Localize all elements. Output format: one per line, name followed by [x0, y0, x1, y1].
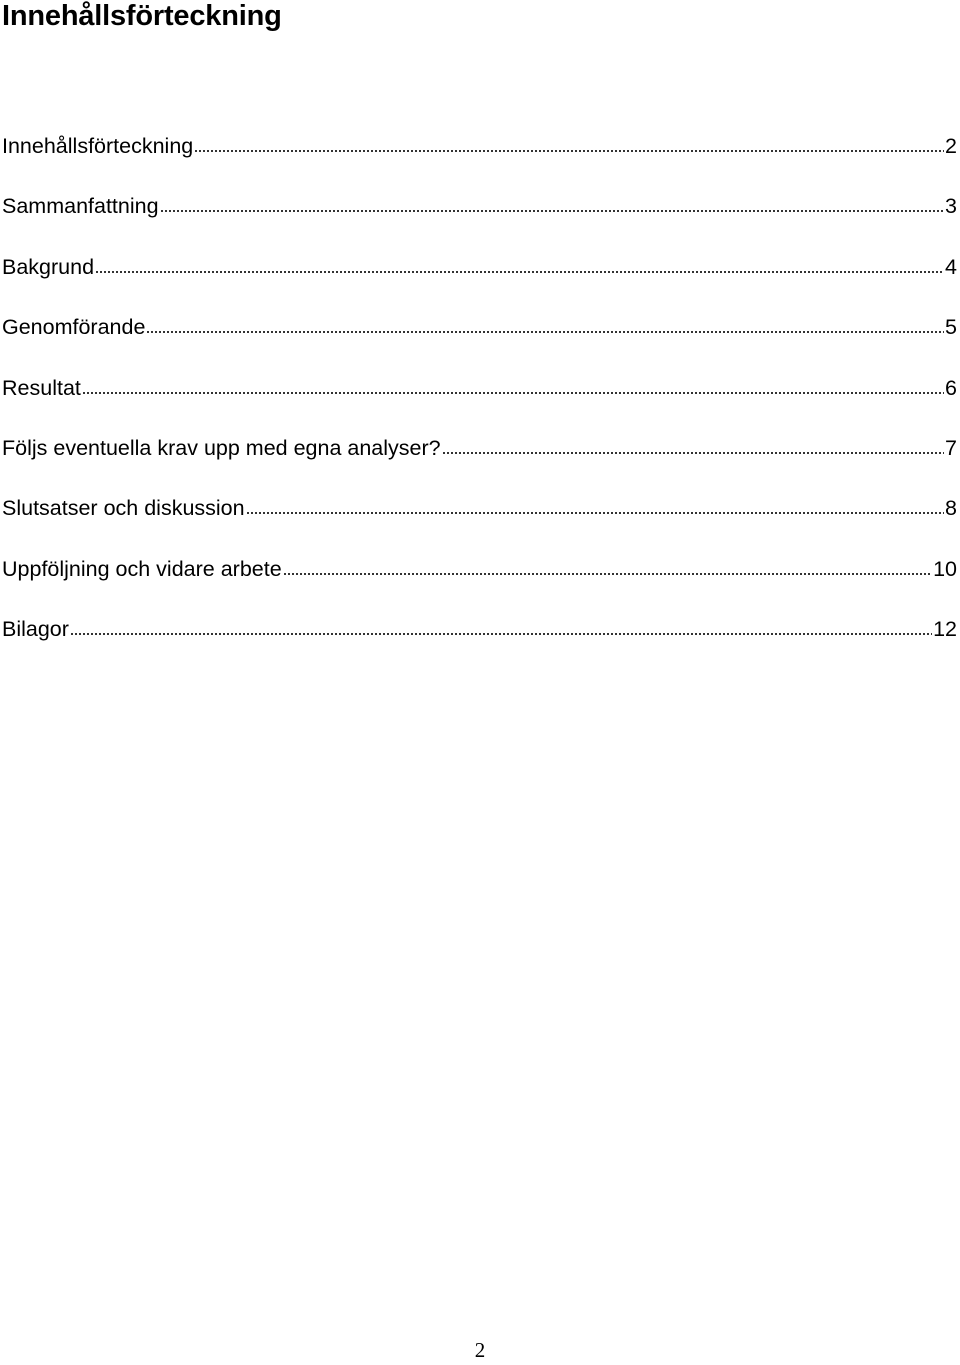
- toc-entry-label: Bilagor: [2, 617, 69, 642]
- toc-entry-page: 4: [945, 254, 957, 279]
- toc-entry-label: Slutsatser och diskussion: [2, 496, 245, 521]
- toc-entry-page: 10: [933, 556, 957, 581]
- dot-leader: [146, 331, 944, 333]
- toc-entry[interactable]: [2, 492, 957, 552]
- toc-entry[interactable]: [2, 553, 957, 613]
- toc-entry-page: 12: [933, 617, 957, 642]
- toc-entry-label: Följs eventuella krav upp med egna analyser?: [2, 435, 441, 460]
- page-number: 2: [474, 1338, 486, 1362]
- page-title: Innehållsförteckning: [2, 0, 282, 32]
- toc-entry-page: 7: [945, 435, 957, 460]
- dot-leader: [194, 150, 944, 152]
- toc-entry-page: 6: [945, 375, 957, 400]
- toc-entry-page: 2: [945, 134, 957, 158]
- toc-entry[interactable]: [2, 251, 957, 311]
- toc-entry-label: Innehållsförteckning: [2, 134, 194, 158]
- table-of-contents: [2, 130, 957, 674]
- toc-entry[interactable]: [2, 311, 957, 371]
- dot-leader: [283, 573, 932, 575]
- dot-leader: [95, 271, 944, 273]
- toc-entry[interactable]: [2, 372, 957, 432]
- toc-entry-page: 3: [945, 194, 957, 219]
- toc-entry-label: Uppföljning och vidare arbete: [2, 556, 282, 581]
- dot-leader: [442, 452, 944, 454]
- toc-entry-label: Genomförande: [2, 315, 146, 340]
- toc-entry[interactable]: [2, 613, 957, 673]
- dot-leader: [246, 512, 944, 514]
- toc-entry-label: Resultat: [2, 375, 81, 400]
- dot-leader: [160, 210, 944, 212]
- toc-entry[interactable]: [2, 190, 957, 250]
- toc-entry-page: 5: [945, 315, 957, 340]
- toc-entry[interactable]: [2, 432, 957, 492]
- toc-entry-page: 8: [945, 496, 957, 521]
- toc-entry-label: Sammanfattning: [2, 194, 159, 219]
- toc-entry-label: Bakgrund: [2, 254, 95, 279]
- dot-leader: [82, 392, 944, 394]
- toc-entry[interactable]: [2, 130, 957, 190]
- dot-leader: [70, 633, 932, 635]
